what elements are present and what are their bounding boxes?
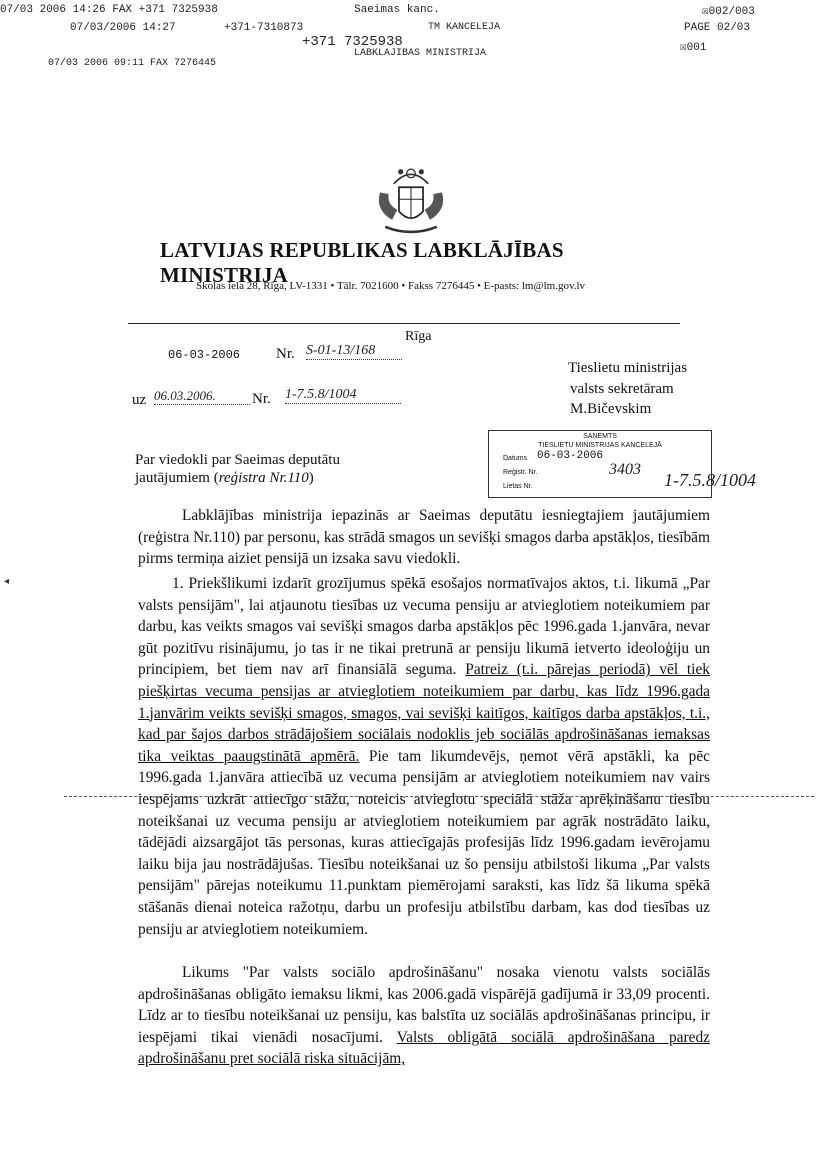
- paragraph-2-text-b: Pie tam likumdevējs, ņemot vērā apstākli, ka pēc 1996.gada 1.janvāra attiecībā uz vecuma pensijām ar atvieglotiem noteikumiem nav vairs iespējams uzkrāt attiecīgo stāžu, noteicis atvieglotu speciālā stāža aprēķināšanu tiesību noteikšanai uz vecuma pensiju ar atvieglotiem noteikumiem par agrāk nostrādāto laiku, tādējādi aizsargājot tās personas, kuras attiecīgajās profesijās līdz 1996.gadam ievērojamu laiku bija jau nostrādājušas. Tiesību noteikšanai uz šo pensiju atbilstoši likuma „Par valsts pensijām" pārejas noteikumu 11.punktam piemērojami saraksti, kas līdz šā likuma spēkā stāšanās dienai noteica ražotņu, darbu un profesiju atbilstību darbam, kas dod tiesības uz pensiju ar atvieglotiem noteikumiem.: [138, 747, 711, 938]
- fax-header-line1-mid: Saeimas kanc.: [354, 4, 440, 16]
- reply-nr-label: Nr.: [252, 391, 271, 407]
- reply-uz-label: uz: [132, 392, 147, 408]
- letter-date: 06-03-2006: [168, 348, 241, 362]
- subject-line2: [135, 470, 314, 487]
- fax-header-line2-phone: +371-7310873: [224, 22, 304, 34]
- letter-nr-value: S-01-13/168: [306, 343, 402, 360]
- header-divider: [128, 323, 680, 324]
- paragraph-3-text-a: Likums "Par valsts sociālo apdrošināšanu" nosaka vienotu valsts sociālās apdrošināšanas obligāto iemaksu likmi, kas 2006.gadā vispārējā gadījumā ir 33,09 procenti. Līdz ar to tiesību noteikšanai uz pensiju, kas balstīta uz sociālās apdrošināšanas principu, ir iespējami tikai vienādi nosacījumi.: [138, 964, 710, 1046]
- paragraph-3-underlined: Valsts obligātā sociālā apdrošināšana paredz apdrošināšanu pret sociālā riska situācijām,: [138, 1028, 710, 1068]
- fax-header-line1-right: ☒002/003: [702, 6, 755, 18]
- fold-line: [64, 796, 814, 797]
- letter-nr-label: Nr.: [276, 346, 295, 362]
- reply-nr-value: 1-7.5.8/1004: [285, 387, 401, 404]
- fax-header-line3-right: ☒001: [680, 42, 707, 54]
- subject-line2-a: jautājumiem (: [135, 470, 219, 486]
- coat-of-arms-icon: [368, 158, 454, 244]
- subject-line1: Par viedokli par Saeimas deputātu: [135, 452, 340, 468]
- recipient-line2: valsts sekretāram: [570, 381, 674, 397]
- paragraph-2-text-a: 1. Priekšlikumi izdarīt grozījumus spēkā esošajos normatīvajos aktos, t.i. likumā „Par valsts pensijām", lai atjaunotu tiesības uz vecuma pensiju ar atvieglotiem noteikumiem par darbu, kas veikts smagos vai sevišķi smagos darba apstākļos pēc 1996.gada 1.janvāra, nevar gūt pozitīvu risinājumu, jo tas ir ne tikai pretrunā ar pensiju likumā ietverto ideoloģiju un principiem, bet tiem nav arī finansiālā seguma.: [138, 575, 710, 679]
- margin-arrow-icon: ◂: [4, 576, 10, 587]
- ministry-title: LATVIJAS REPUBLIKAS LABKLĀJĪBAS MINISTRIJA: [160, 238, 564, 287]
- fax-header-line4-left: 07/03 2006 09:11 FAX 7276445: [48, 58, 217, 69]
- fax-header-line2-right: PAGE 02/03: [684, 22, 751, 34]
- ministry-contact: Skolas iela 28, Rīga, LV-1331 • Tālr. 7021600 • Fakss 7276445 • E-pasts: lm@lm.gov.lv: [196, 280, 586, 292]
- stamp-date-value: 06-03-2006: [537, 450, 604, 462]
- subject-registry: reģistra Nr.110: [218, 470, 309, 486]
- fax-header-line3-phone: +371 7325938: [302, 34, 403, 50]
- city-label: Rīga: [405, 329, 432, 344]
- paragraph-1-text: Labklājības ministrija iepazinās ar Saeimas deputātu iesniegtajiem jautājumiem (reģistra Nr.110) par personu, kas strādā smagos un sevišķi smagos darba apstākļos, tiesībām pirms termiņa aiziet pensijā un izsaka savu viedokli.: [138, 507, 710, 568]
- paragraph-2: [138, 573, 710, 940]
- paragraph-1: [138, 505, 710, 570]
- recipient-line1: Tieslietu ministrijas: [568, 360, 688, 376]
- stamp-reg-value: 3403: [609, 461, 641, 478]
- reply-date: 06.03.2006.: [154, 388, 250, 405]
- stamp-reg-label: Reģistr. Nr.: [503, 469, 538, 476]
- fax-header-line2-left: 07/03/2006 14:27: [70, 22, 176, 34]
- fax-header-line3-mid: LABKLAJIBAS MINISTRIJA: [354, 48, 487, 59]
- subject-line2-c: ): [308, 470, 314, 486]
- fax-header-line1-left: 07/03 2006 14:26 FAX +371 7325938: [0, 4, 218, 16]
- stamp-date-label: Datums: [503, 455, 528, 462]
- fax-header-line2-mid: TM KANCELEJA: [428, 22, 501, 33]
- stamp-header: SAŅEMTS: [583, 433, 617, 440]
- paragraph-2-underlined: Patreiz (t.i. pārejas periodā) vēl tiek piešķirtas vecuma pensijas ar atvieglotiem noteikumiem par darbu, kas līdz 1996.gada 1.janvārim veikts sevišķi smagos, smagos, vai sevišķi kaitīgos, kaitīgos darba apstākļos, t.i., kad par šajos darbos strādājošiem sociālais nodoklis jeb sociālās apdrošināšanas iemaksas tika veiktas paaugstinātā apmērā.: [138, 661, 710, 765]
- stamp-org: TIESLIETU MINISTRIJAS KANCELEJĀ: [538, 442, 662, 449]
- stamp-handwritten-ref: 1-7.5.8/1004: [664, 470, 756, 490]
- recipient-line3: M.Bičevskim: [570, 401, 652, 417]
- paragraph-3: [138, 962, 710, 1070]
- stamp-list-label: Lietas Nr.: [503, 483, 533, 490]
